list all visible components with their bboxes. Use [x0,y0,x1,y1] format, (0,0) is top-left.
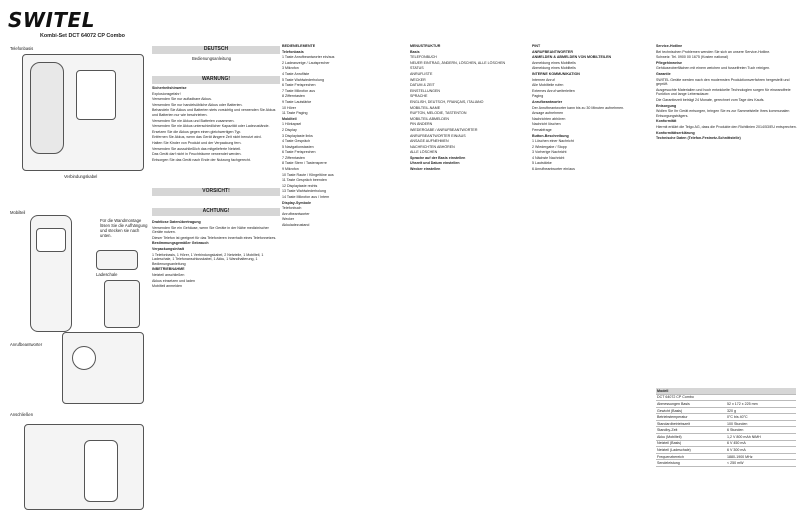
answering-machine-illustration [62,332,144,404]
list-item: WIEDERGABE / ANRUFBEANTWORTER [410,127,478,132]
list-item: 2 Wiedergabe / Stopp [532,144,567,149]
table-cell: 0°C bis 40°C [726,414,796,421]
list-item: Button-Beschreibung [532,133,569,138]
list-item: Ausgesuchte Materialien und hoch entwickelte Technologien sorgen für einwandfreie Funktion und lange Lebensdauer. [656,87,791,97]
list-item: 6 Taste Freisprechen [282,150,316,155]
list-item: Technische Daten (Telefon-Festnetz-Schnittstelle) [656,136,741,141]
list-item: ANMELDEN & ABMELDEN VON MOBILTEILEN [532,55,612,60]
list-item: 2 Display [282,127,297,132]
list-item: Pflegehinweise [656,60,682,65]
list-item: EINSTELLUNGEN [410,88,440,93]
list-item: Abmeldung eines Mobilteils [532,66,576,71]
list-item: Entsorgen Sie das Gerät nach Ende der Nutzung fachgerecht. [152,157,251,162]
list-item: Behandeln Sie Akkus und Batterien stets vorsichtig und verwenden Sie Akkus und Batterien nur wie beschrieben. [152,108,276,117]
list-item: Verwenden Sie ein Gehäuse, wenn Sie Geräte in der Nähe medizinischer Geräte nutzen. [152,225,269,235]
table-cell: Netzteil (Ladeschale) [656,447,726,454]
list-item: Fernabfrage [532,127,552,132]
setup-text [152,220,280,510]
list-item: Das Gerät darf nicht in Feuchträume verwendet werden. [152,152,242,157]
list-item: 7 Zifferntasten [282,155,305,160]
attention-header: ACHTUNG! [152,208,280,216]
table-row [656,440,796,447]
list-item: Verwenden Sie nur handelsübliche Akkus oder Batterien. [152,102,243,107]
list-item: Ersetzen Sie die Akkus gegen einen gleichwertigen Typ. [152,129,242,134]
label-telefonbasis: Telefonbasis [10,46,34,51]
list-item: Wecker einstellen [410,167,441,172]
list-item: Sicherheitshinweise [152,86,187,90]
list-item: RUFTON, MELODIE, TASTENTON [410,111,467,116]
list-item: Verwenden Sie nie Akkus unterschiedlicher Kapazität oder Ladezustände. [152,124,270,129]
list-item: Mobilteil [282,116,297,121]
list-item: Nachricht löschen [532,122,561,127]
list-item: 5 Navigationstasten [282,144,314,149]
list-item: Telefonbuch [282,206,302,211]
list-item: Hiermit erklärt die Telgo AG, dass die Produkte den Richtlinien 2014/53/EU entsprechen. [656,124,797,129]
list-item: 1 Taste Anrufbeantworter ein/aus [282,55,335,60]
list-item: PIN ÄNDERN [410,122,433,127]
list-item: WECKER [410,77,426,82]
list-item: MENÜSTRUKTUR [410,44,441,48]
wall-mount-illustration [96,250,138,270]
list-item: 1 Telefonbasis, 1 Hörer, 1 Verbindungskabel, 2 Netzteile, 1 Mobilteil, 1 Ladeschale, 1 Telefonanschlusskabel, 1 Akku, 1 Wandhalterung, 1 Bedienungsanleitung [152,252,264,266]
answering-column [532,44,650,514]
table-cell: Frequenzbereich [656,453,726,460]
list-item: 4 Taste Gespräch [282,139,311,144]
table-row [656,401,796,408]
list-item: Sprache auf der Basis einstellen [410,155,466,160]
list-item: Akkus einsetzen und laden [152,278,195,283]
list-item: Mobilteil anmelden [152,284,182,289]
list-item: 8 Taste Stern / Tastensperre [282,161,327,166]
table-cell: Standby-Zeit [656,427,726,434]
list-item: 5 Taste Wahlwiederholung [282,77,324,82]
list-item: 8 Zifferntasten [282,94,305,99]
list-item: 9 Taste Lautstärke [282,99,312,104]
table-cell: Netzteil (Basis) [656,440,726,447]
list-item: Netzteil anschließen [152,272,185,277]
table-cell: Akku (Mobilteil) [656,434,726,441]
list-item: 6 Anrufbeantworter ein/aus [532,167,575,172]
list-item: Dieser Telefon ist geeignet für das Telefonieren innerhalb eines Telefonnetzes. [152,235,277,240]
table-cell: Modell [656,388,726,394]
table-cell: 1,2 V 800 mAh NiMH [726,434,796,441]
table-cell: Gewicht (Basis) [656,407,726,414]
list-item: INTERNE KOMMUNIKATION [532,71,580,76]
table-cell: 100 Stunden [726,420,796,427]
list-item: 1 Löschen einer Nachricht [532,139,574,144]
list-item: Wollen Sie Ihr Gerät entsorgen, bringen Sie es zur Sammelstelle Ihres kommunalen Entsorgungsträgers. [656,109,790,118]
list-item: Internen Anruf [532,77,555,82]
list-item: 2 Ladeanzeige / Lautsprecher [282,60,330,65]
list-item: MOBILTEIL ABMELDEN [410,116,449,121]
brand-logo: SWITEL [8,8,95,32]
list-item: Akkuladezustand [282,223,310,227]
list-item: MOBILTEIL-NAME [410,105,441,110]
table-cell: 52 x 172 x 225 mm [726,401,796,408]
table-row [656,447,796,454]
table-cell: < 250 mW [726,460,796,467]
list-item: Konformität [656,119,677,124]
table-cell: 1880-1900 MHz [726,453,796,460]
list-item: Display-Symbole [282,200,311,205]
list-item: 3 Vorherige Nachricht [532,150,567,155]
list-item: Schweiz: Tel. 0900 00 1675 (Kosten national) [656,55,729,60]
list-item: Bei technischen Problemen wenden Sie sich an unsere Service-Hotline. [656,49,771,54]
table-row [656,414,796,421]
list-item: Paging [532,94,544,99]
table-cell: Betriebstemperatur [656,414,726,421]
list-item: Alle Mobilteile rufen [532,83,564,88]
controls-column [282,44,404,514]
list-item: Die Garantiezeit beträgt 24 Monate, gerechnet vom Tage des Kaufs. [656,97,765,102]
list-item: Explosionsgefahr! [152,91,181,96]
list-item: BEDIENELEMENTE [282,44,316,48]
list-item: 6 Taste Freisprechen [282,83,316,88]
list-item: TELEFONBUCH [410,55,437,60]
list-item: 10 Hörer [282,105,296,110]
base-keypad-illustration [76,70,116,120]
handset-display-illustration [36,228,66,252]
list-item: Konformitätserklärung [656,130,695,135]
table-cell: Abmessungen Basis [656,401,726,408]
list-item: 3 Displaytaste links [282,133,313,138]
list-item: 5 Lautstärke [532,161,552,166]
table-row [656,407,796,414]
list-item: 14 Taste Mikrofon aus / Intern [282,195,330,200]
list-item: Bestimmungsgemäßer Gebrauch [152,241,209,246]
caution-header: VORSICHT! [152,188,280,196]
list-item: Verwenden Sie nie Akkus und Batterien zusammen. [152,118,235,123]
list-item: NACHRICHTEN ABHÖREN [410,144,455,149]
wall-mount-note: Für die Wandmontage lösen Sie die Aufhängung und stecken sie nach unten. [100,218,148,238]
list-item: ANRUFBEANTWORTER [532,49,573,54]
list-item: PINT [532,44,541,48]
list-item: Garantie [656,71,671,76]
label-anrufbeantworter: Anrufbeantworter [10,342,43,347]
speaker-illustration [72,346,96,370]
table-cell: Sendeleistung [656,460,726,467]
safety-list [152,86,280,184]
table-cell: DCT 64072 CP Combo [656,394,796,401]
table-row [656,460,796,467]
corded-handset-illustration [30,62,64,154]
table-row [656,427,796,434]
list-item: 11 Taste Gespräch beenden [282,178,327,183]
list-item: 4 Taste Anrufliste [282,71,310,76]
list-item: SWITEL Geräte werden nach den modernsten Produktionsverfahren hergestellt und geprüft. [656,77,790,87]
list-item: Nachrichten abhören [532,116,566,121]
list-item: Halten Sie Kinder von Produkt und der Verpackung fern. [152,140,242,145]
list-item: Anrufbeantworter [282,211,310,216]
list-item: 12 Displaytaste rechts [282,183,318,188]
label-ladeschale: Ladeschale [96,272,118,277]
table-row [656,394,796,401]
label-verbindungskabel: Verbindungskabel [64,174,98,179]
table-cell: 6 V 450 mA [726,440,796,447]
list-item: 7 Taste Mikrofon aus [282,88,316,93]
list-item: NEUER EINTRAG, ÄNDERN, LÖSCHEN, ALLE LÖSCHEN [410,60,506,65]
list-item: INBETRIEBNAHME [152,267,185,272]
list-item: Wecker [282,217,295,222]
service-column [656,44,798,384]
list-item: Verpackungsinhalt [152,246,184,251]
list-item: Service-Hotline [656,44,683,48]
list-item: Verwenden Sie ausschließlich das mitgelieferte Netzteil. [152,146,242,151]
list-item: Anmeldung eines Mobilteils [532,60,576,65]
list-item: 11 Taste Paging [282,111,308,116]
list-item: ENGLISH, DEUTSCH, FRANÇAIS, ITALIANO [410,99,484,104]
list-item: ALLE LÖSCHEN [410,150,438,155]
table-row [656,420,796,427]
warning-header: WARNUNG! [152,76,280,84]
list-item: ANRUFBEANTWORTER EIN/AUS [410,133,466,138]
list-item: Externes Anruf weiterleiten [532,88,575,93]
list-item: Der Anrufbeantworter kann bis zu 30 Minuten aufnehmen. [532,105,625,110]
table-cell: 6 V 300 mA [726,447,796,454]
label-mobilteil: Mobilteil [10,210,26,215]
list-item: Telefonbasis [282,49,304,54]
list-item: Anrufbeantworter [532,99,563,104]
list-item: 9 Mikrofon [282,167,299,172]
list-item: ANRUFLISTE [410,71,433,76]
list-item: Verwenden Sie nur aufladbare Akkus. [152,97,212,102]
table-row [656,453,796,460]
list-item: STATUS [410,66,424,71]
phone-in-charger-illustration [84,440,118,502]
list-item: Ansage aufnehmen [532,111,564,116]
list-item: 13 Taste Wahlwiederholung [282,189,326,194]
instructions-heading: Bedienungsanleitung [192,56,232,61]
list-item: Entfernen Sie Akkus, wenn das Gerät längere Zeit nicht benutzt wird. [152,135,262,140]
list-item: Gehäuseoberflächen mit einem weichen und fusselfreien Tuch reinigen. [656,66,771,71]
list-item: 10 Taste Raute / Klingeltöne aus [282,172,334,177]
menu-column [410,44,528,514]
table-cell: 320 g [726,407,796,414]
label-anschliessen: Anschließen [10,412,34,417]
table-row [656,434,796,441]
charger-illustration [104,280,140,328]
list-item: Drahtlose Datenübertragung [152,220,201,224]
list-item: Basis [410,49,420,54]
list-item: 3 Mikrofon [282,66,299,71]
table-cell: 6 Stunden [726,427,796,434]
list-item: ANSAGE AUFNEHMEN [410,139,449,144]
list-item: SPRACHE [410,94,428,99]
table-cell: Standardbetriebszeit [656,420,726,427]
list-item: Uhrzeit und Datum einstellen [410,161,460,166]
list-item: Entsorgung [656,103,677,108]
list-item: 1 Hörkapsel [282,122,302,127]
spec-table [656,388,796,467]
language-header: DEUTSCH [152,46,280,54]
list-item: DATUM & ZEIT [410,83,435,88]
list-item: 4 Nächste Nachricht [532,155,565,160]
product-title: Kombi-Set DCT 64072 CP Combo [40,33,125,39]
